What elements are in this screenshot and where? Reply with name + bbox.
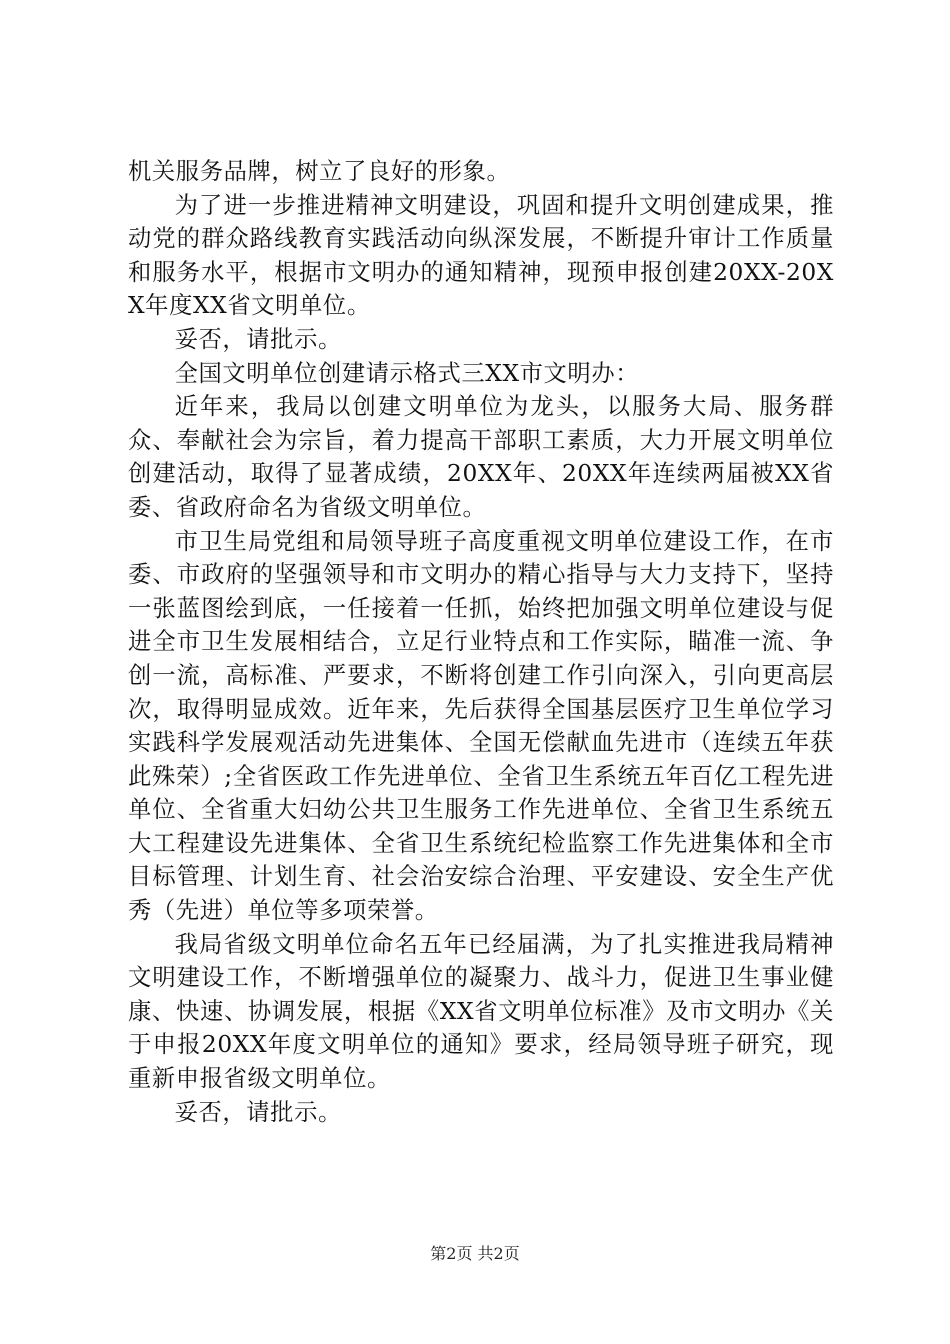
document-body	[128, 155, 834, 1129]
paragraph-3: 妥否，请批示。	[174, 325, 342, 353]
paragraph-6: 市卫生局党组和局领导班子高度重视文明单位建设工作，在市委、市政府的坚强领导和市文明办的精心指导与大力支持下，坚持一张蓝图绘到底，一任接着一任抓，始终把加强文明单位建设与促进全市卫生发展相结合，立足行业特点和工作实际，瞄准一流、争创一流，高标准、严要求，不断将创建工作引向深入，引向更高层次，取得明显成效。近年来，先后获得全国基层医疗卫生单位学习实践科学发展观活动先进集体、全国无偿献血先进市（连续五年获此殊荣）;全省医政工作先进单位、全省卫生系统五年百亿工程先进单位、全省重大妇幼公共卫生服务工作先进单位、全省卫生系统五大工程建设先进集体、全省卫生系统纪检监察工作先进集体和全市目标管理、计划生育、社会治安综合治理、平安建设、安全生产优秀（先进）单位等多项荣誉。	[128, 527, 834, 925]
paragraph-2: 为了进一步推进精神文明建设，巩固和提升文明创建成果，推动党的群众路线教育实践活动向纵深发展，不断提升审计工作质量和服务水平，根据市文明办的通知精神，现预申报创建20XX-20XX年度XX省文明单位。	[128, 191, 834, 320]
paragraph-1: 机关服务品牌，树立了良好的形象。	[128, 158, 511, 185]
page-footer: 第2页 共2页	[430, 1244, 520, 1263]
paragraph-8: 妥否，请批示。	[174, 1098, 342, 1126]
paragraph-7: 我局省级文明单位命名五年已经届满，为了扎实推进我局精神文明建设工作，不断增强单位的凝聚力、战斗力，促进卫生事业健康、快速、协调发展，根据《XX省文明单位标准》及市文明办《关于申报20XX年度文明单位的通知》要求，经局领导班子研究，现重新申报省级文明单位。	[128, 930, 834, 1093]
paragraph-4: 全国文明单位创建请示格式三XX市文明办：	[174, 359, 640, 387]
paragraph-5: 近年来，我局以创建文明单位为龙头，以服务大局、服务群众、奉献社会为宗旨，着力提高干部职工素质，大力开展文明单位创建活动，取得了显著成绩，20XX年、20XX年连续两届被XX省委、省政府命名为省级文明单位。	[128, 393, 834, 521]
